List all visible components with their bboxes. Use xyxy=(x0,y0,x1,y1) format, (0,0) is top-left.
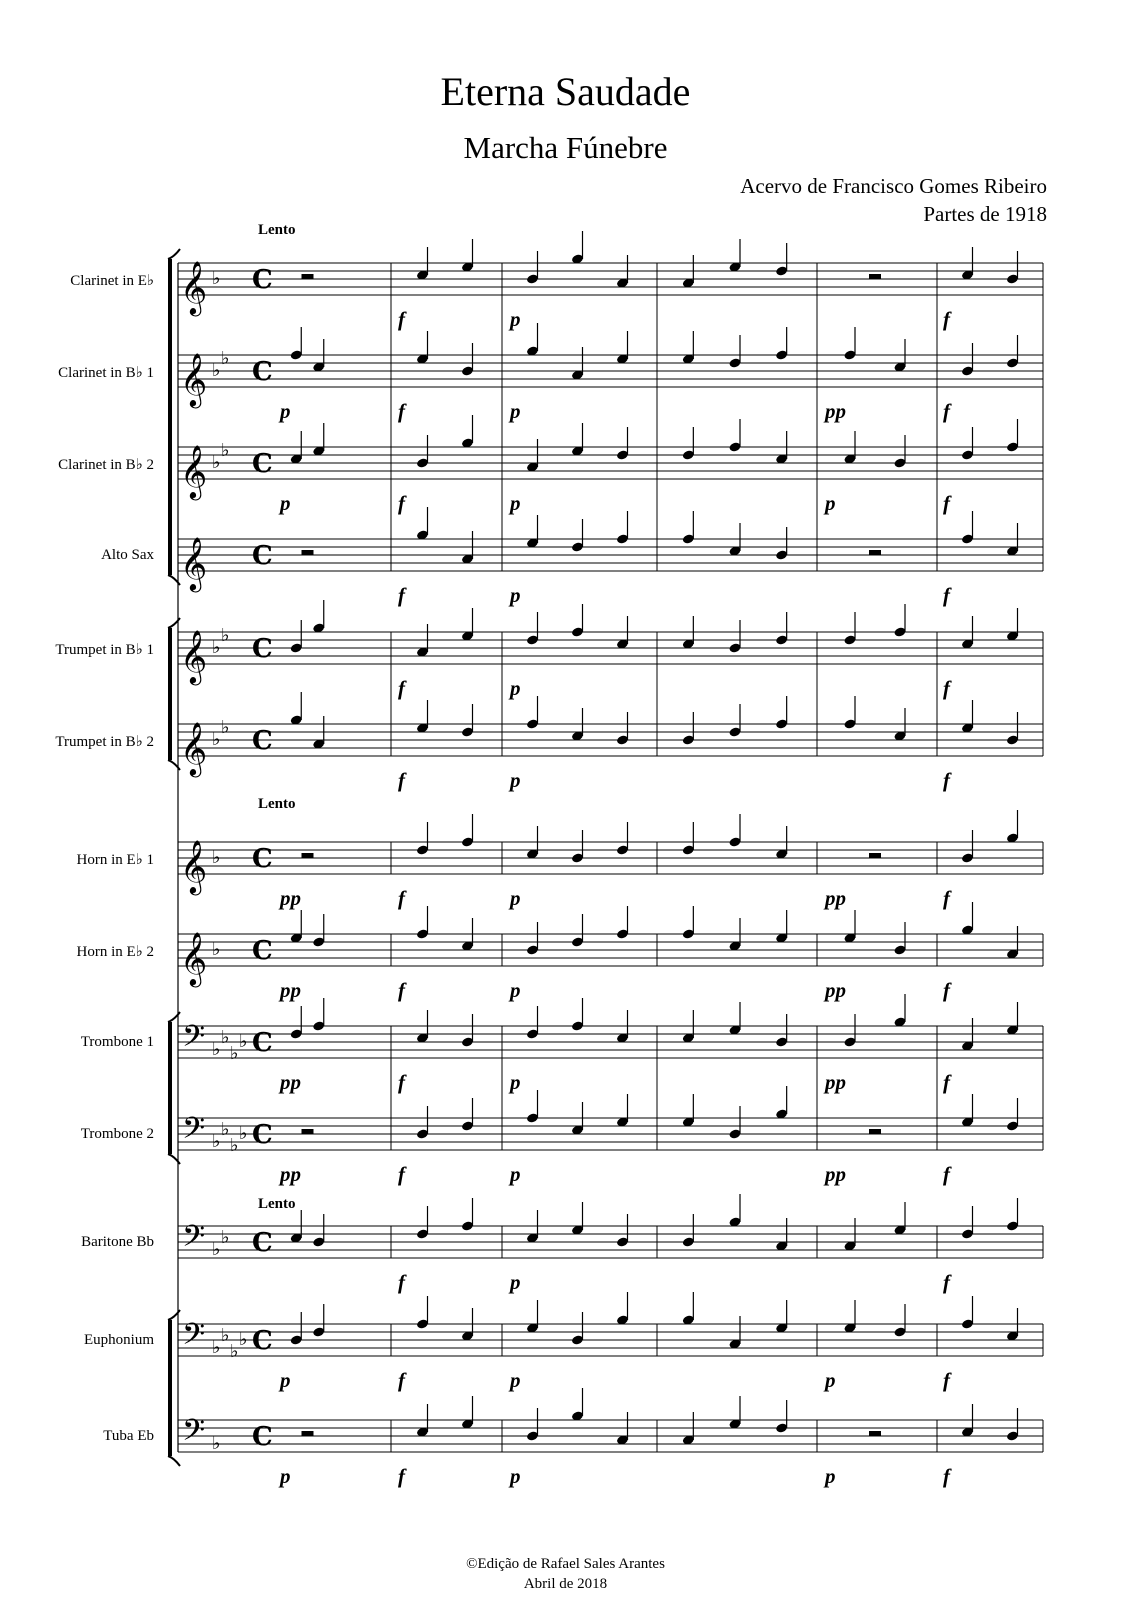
instrument-label: Alto Sax xyxy=(101,547,154,563)
edition-date: Abril de 2018 xyxy=(523,1576,608,1592)
bracket-woodwinds xyxy=(168,259,172,575)
dynamic-marking: pp xyxy=(825,1162,846,1186)
dynamic-marking: f xyxy=(398,768,405,792)
dynamic-marking: p xyxy=(825,1464,836,1488)
bracket-woodwinds-top xyxy=(168,249,180,259)
flat-icon: ♭ xyxy=(212,1239,221,1260)
dynamic-marking: f xyxy=(943,1464,950,1488)
dynamic-marking: pp xyxy=(280,1162,301,1186)
dynamic-marking: p xyxy=(510,768,521,792)
dynamic-marking: p xyxy=(510,886,521,910)
whole-rest xyxy=(302,550,314,555)
flat-icon: ♭ xyxy=(212,847,221,868)
common-time-icon: C xyxy=(252,1120,273,1150)
flat-icon: ♭ xyxy=(221,1227,230,1248)
instrument-label: Trumpet in B♭ 1 xyxy=(55,642,154,658)
treble-clef-icon: 𝄞 xyxy=(180,444,208,498)
flat-icon: ♭ xyxy=(239,1329,248,1350)
flat-icon: ♭ xyxy=(212,637,221,658)
dynamic-marking: p xyxy=(825,1368,836,1392)
flat-icon: ♭ xyxy=(221,1027,230,1048)
flat-icon: ♭ xyxy=(212,360,221,381)
instrument-label: Euphonium xyxy=(84,1332,154,1348)
edition-credit: ©Edição de Rafael Sales Arantes xyxy=(466,1556,665,1572)
whole-rest xyxy=(869,1129,881,1134)
instrument-label: Trumpet in B♭ 2 xyxy=(55,734,154,750)
common-time-icon: C xyxy=(252,936,273,966)
dynamic-marking: f xyxy=(943,399,950,423)
bracket-trumpets xyxy=(168,628,172,760)
dynamic-marking: p xyxy=(280,1368,291,1392)
dynamic-marking: f xyxy=(943,1368,950,1392)
instrument-label: Horn in E♭ 2 xyxy=(76,944,154,960)
instrument-label: Tuba Eb xyxy=(103,1428,154,1444)
instrument-label: Clarinet in B♭ 1 xyxy=(58,365,154,381)
dynamic-marking: pp xyxy=(825,399,846,423)
instrument-label: Clarinet in B♭ 2 xyxy=(58,457,154,473)
collection-credit: Acervo de Francisco Gomes Ribeiro xyxy=(740,174,1047,198)
dynamic-marking: f xyxy=(398,583,405,607)
whole-rest xyxy=(302,1129,314,1134)
instrument-label: Baritone Bb xyxy=(81,1234,154,1250)
treble-clef-icon: 𝄞 xyxy=(180,260,208,314)
flat-icon: ♭ xyxy=(221,717,230,738)
dynamic-marking: p xyxy=(825,491,836,515)
bass-clef-icon: 𝄢 xyxy=(182,1020,206,1061)
bass-clef-icon: 𝄢 xyxy=(182,1414,206,1455)
dynamic-marking: f xyxy=(398,676,405,700)
whole-rest xyxy=(302,853,314,858)
parts-year: Partes de 1918 xyxy=(923,202,1047,226)
dynamic-marking: p xyxy=(510,307,521,331)
tempo-marking-horns: Lento xyxy=(258,796,296,812)
whole-rest xyxy=(869,1431,881,1436)
dynamic-marking: pp xyxy=(825,1070,846,1094)
dynamic-marking: p xyxy=(510,1270,521,1294)
flat-icon: ♭ xyxy=(212,1337,221,1358)
common-time-icon: C xyxy=(252,726,273,756)
dynamic-marking: f xyxy=(398,307,405,331)
dynamic-marking: pp xyxy=(825,978,846,1002)
flat-icon: ♭ xyxy=(212,939,221,960)
dynamic-marking: f xyxy=(943,768,950,792)
dynamic-marking: pp xyxy=(280,1070,301,1094)
dynamic-marking: p xyxy=(280,1464,291,1488)
dynamic-marking: p xyxy=(280,491,291,515)
dynamic-marking: f xyxy=(943,676,950,700)
treble-clef-icon: 𝄞 xyxy=(180,536,208,590)
flat-icon: ♭ xyxy=(239,1123,248,1144)
flat-icon: ♭ xyxy=(239,1031,248,1052)
treble-clef-icon: 𝄞 xyxy=(180,839,208,893)
tempo-marking-low-brass: Lento xyxy=(258,1196,296,1212)
dynamic-marking: p xyxy=(510,1162,521,1186)
dynamic-marking: pp xyxy=(280,886,301,910)
treble-clef-icon: 𝄞 xyxy=(180,721,208,775)
common-time-icon: C xyxy=(252,1422,273,1452)
treble-clef-icon: 𝄞 xyxy=(180,629,208,683)
dynamic-marking: f xyxy=(398,1464,405,1488)
common-time-icon: C xyxy=(252,357,273,387)
bracket-trombones xyxy=(168,1022,172,1154)
flat-icon: ♭ xyxy=(221,625,230,646)
dynamic-marking: p xyxy=(510,1070,521,1094)
treble-clef-icon: 𝄞 xyxy=(180,352,208,406)
bass-clef-icon: 𝄢 xyxy=(182,1220,206,1261)
dynamic-marking: f xyxy=(943,978,950,1002)
flat-icon: ♭ xyxy=(212,1433,221,1454)
dynamic-marking: p xyxy=(280,399,291,423)
dynamic-marking: pp xyxy=(280,978,301,1002)
dynamic-marking: f xyxy=(398,399,405,423)
dynamic-marking: p xyxy=(510,676,521,700)
flat-icon: ♭ xyxy=(221,1119,230,1140)
common-time-icon: C xyxy=(252,634,273,664)
flat-icon: ♭ xyxy=(221,440,230,461)
bracket-low-brass-bottom xyxy=(168,1456,180,1466)
flat-icon: ♭ xyxy=(230,1043,239,1064)
whole-rest xyxy=(869,853,881,858)
dynamic-marking: f xyxy=(398,1270,405,1294)
flat-icon: ♭ xyxy=(221,348,230,369)
common-time-icon: C xyxy=(252,265,273,295)
bass-clef-icon: 𝄢 xyxy=(182,1112,206,1153)
instrument-label: Trombone 2 xyxy=(80,1126,154,1142)
dynamic-marking: f xyxy=(943,1270,950,1294)
dynamic-marking: f xyxy=(943,583,950,607)
dynamic-marking: f xyxy=(398,1368,405,1392)
flat-icon: ♭ xyxy=(230,1341,239,1362)
dynamic-marking: f xyxy=(398,1070,405,1094)
dynamic-marking: f xyxy=(398,886,405,910)
tempo-marking-woodwinds: Lento xyxy=(258,222,296,238)
common-time-icon: C xyxy=(252,1228,273,1258)
whole-rest xyxy=(302,1431,314,1436)
dynamic-marking: pp xyxy=(825,886,846,910)
whole-rest xyxy=(869,274,881,279)
flat-icon: ♭ xyxy=(212,452,221,473)
dynamic-marking: p xyxy=(510,1368,521,1392)
dynamic-marking: f xyxy=(398,978,405,1002)
dynamic-marking: p xyxy=(510,1464,521,1488)
common-time-icon: C xyxy=(252,1326,273,1356)
instrument-label: Clarinet in E♭ xyxy=(70,273,154,289)
flat-icon: ♭ xyxy=(212,1131,221,1152)
dynamic-marking: f xyxy=(398,491,405,515)
score-title: Eterna Saudade xyxy=(440,69,691,114)
score-subtitle: Marcha Fúnebre xyxy=(463,130,668,165)
common-time-icon: C xyxy=(252,541,273,571)
dynamic-marking: f xyxy=(943,491,950,515)
dynamic-marking: f xyxy=(943,1162,950,1186)
bracket-low-brass xyxy=(168,1320,172,1456)
common-time-icon: C xyxy=(252,449,273,479)
whole-rest xyxy=(302,274,314,279)
instrument-label: Horn in E♭ 1 xyxy=(76,852,154,868)
dynamic-marking: p xyxy=(510,399,521,423)
instrument-label: Trombone 1 xyxy=(80,1034,154,1050)
bass-clef-icon: 𝄢 xyxy=(182,1318,206,1359)
dynamic-marking: f xyxy=(943,886,950,910)
treble-clef-icon: 𝄞 xyxy=(180,931,208,985)
dynamic-marking: p xyxy=(510,583,521,607)
common-time-icon: C xyxy=(252,1028,273,1058)
dynamic-marking: p xyxy=(510,491,521,515)
flat-icon: ♭ xyxy=(212,1039,221,1060)
dynamic-marking: f xyxy=(943,1070,950,1094)
flat-icon: ♭ xyxy=(212,268,221,289)
flat-icon: ♭ xyxy=(212,729,221,750)
dynamic-marking: p xyxy=(510,978,521,1002)
whole-rest xyxy=(869,550,881,555)
common-time-icon: C xyxy=(252,844,273,874)
dynamic-marking: f xyxy=(398,1162,405,1186)
dynamic-marking: f xyxy=(943,307,950,331)
flat-icon: ♭ xyxy=(230,1135,239,1156)
flat-icon: ♭ xyxy=(221,1325,230,1346)
